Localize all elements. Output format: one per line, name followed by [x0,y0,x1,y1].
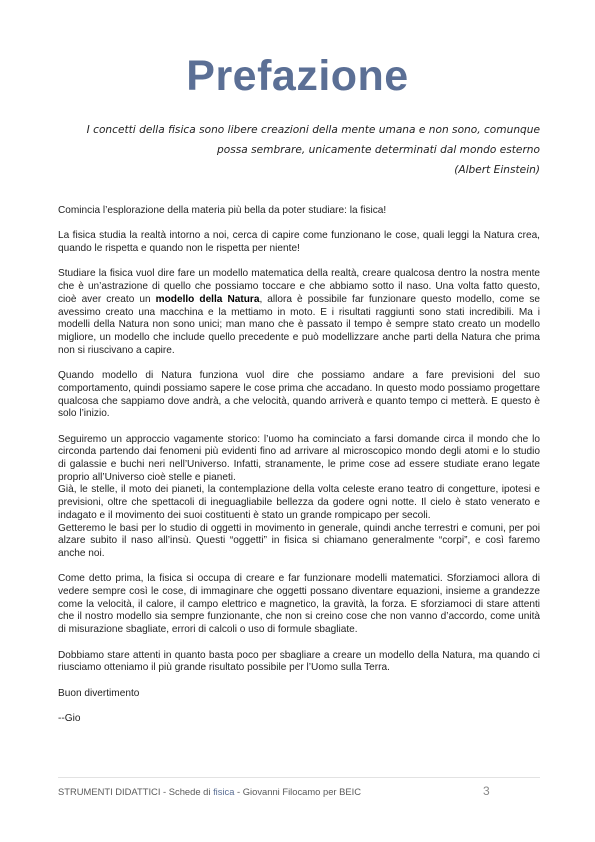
quote-line-2: possa sembrare, unicamente determinati dal mondo esterno [217,144,540,156]
footer-divider [58,777,540,778]
bold-term-modello-della-natura: modello della Natura [155,293,260,305]
footer-subject-highlight: fisica [213,786,235,797]
paragraph-mathematical-models: Come detto prima, la fisica si occupa di creare e far funzionare modelli matematici. Sforziamoci allora di vedere sempre così le cose, di immaginare che oggetti possano diventare equazioni, insieme a grandezze come la velocità, il calore, il campo elettrico e magnetico, la gravità, la forza. E sforziamoci di stare attenti che il nostro modello sia sempre funzionante, che non si creino cose che non vanno d’accordo, come unità di misurazione sbagliate, errori di calcoli o uso di formule sbagliate. [58,573,540,636]
paragraph-models-text-b: , allora è possibile far funzionare questo modello, come se avessimo creato una macchina e la mettiamo in moto. E i risultati raggiunti sono stati incredibili. Ma i modelli della Natura non sono unici; man mano che è passato il tempo è sempre stato creato un modello migliore, un modello che include quello precedente e può modellizzare anche parti della Natura che prima non si riuscivano a capire. [58,293,541,356]
paragraph-models [58,268,540,357]
signature: --Gio [58,713,81,724]
page-footer [58,786,361,797]
paragraph-conclusion: Dobbiamo stare attenti in quanto basta poco per sbagliare a creare un modello della Natura, ma quando ci riusciamo otteniamo il più grande risultato possibile per l’Uomo sulla Terra. [58,649,540,674]
quote-line-1: I concetti della fisica sono libere creazioni della mente umana e non sono, comunque [86,124,540,136]
page-number: 3 [483,784,490,798]
epigraph-quote [40,120,540,180]
paragraph-intro: Comincia l’esplorazione della materia più bella da poter studiare: la fisica! [58,205,387,216]
closing-greeting: Buon divertimento [58,687,140,699]
preface-body [58,205,540,738]
paragraph-physics-studies: La fisica studia la realtà intorno a noi, cerca di capire come funzionano le cose, quali leggi la Natura crea, quando le rispetta e quando non le rispetta per niente! [58,230,540,255]
footer-text-end: - Giovanni Filocamo per BEIC [234,786,362,797]
paragraph-models-text-a: Studiare la fisica vuol dire fare un modello matematica della realtà, creare qualcosa dentro la nostra mente che è un’astrazione di quello che possiamo toccare e che abbiamo sotto il naso. Una volta fatto questo, cioè aver creato un [58,268,540,305]
footer-text-start: STRUMENTI DIDATTICI - Schede di [58,786,214,797]
quote-author: (Albert Einstein) [454,164,540,176]
paragraph-predictions: Quando modello di Natura funziona vuol dire che possiamo andare a fare previsioni del suo comportamento, quindi possiamo sapere le cose prima che accadano. In questo modo possiamo progettare qualcosa che sappiamo dove andrà, a che velocità, quando arriverà e quanto tempo ci metterà. E questo è solo l’inizio. [58,370,540,420]
page-title: Prefazione [186,52,409,100]
paragraph-bodies: Getteremo le basi per lo studio di oggetti in movimento in generale, quindi anche terrestri e comuni, per poi alzare subito il naso all’insù. Questi “oggetti” in fisica si chiamano generalmente “corpi”, e così faremo anche noi. [58,522,540,559]
paragraph-stars: Già, le stelle, il moto dei pianeti, la contemplazione della volta celeste erano teatro di congetture, ipotesi e previsioni, oltre che spettacoli di ineguagliabile bellezza da godere ogni notte. Il cielo è stato venerato e indagato e il movimento dei suoi costituenti è stato un grande rompicapo per secoli. [58,484,540,521]
paragraph-historical-approach: Seguiremo un approccio vagamente storico: l’uomo ha cominciato a farsi domande circa il mondo che lo circonda partendo dai fenomeni più evidenti fino ad arrivare al microscopico mondo degli atomi e lo studio di galassie e buchi neri nell’Universo. Infatti, stranamente, le prime cose ad essere studiate erano legate proprio all’Universo cioè stelle e pianeti. [58,433,540,483]
